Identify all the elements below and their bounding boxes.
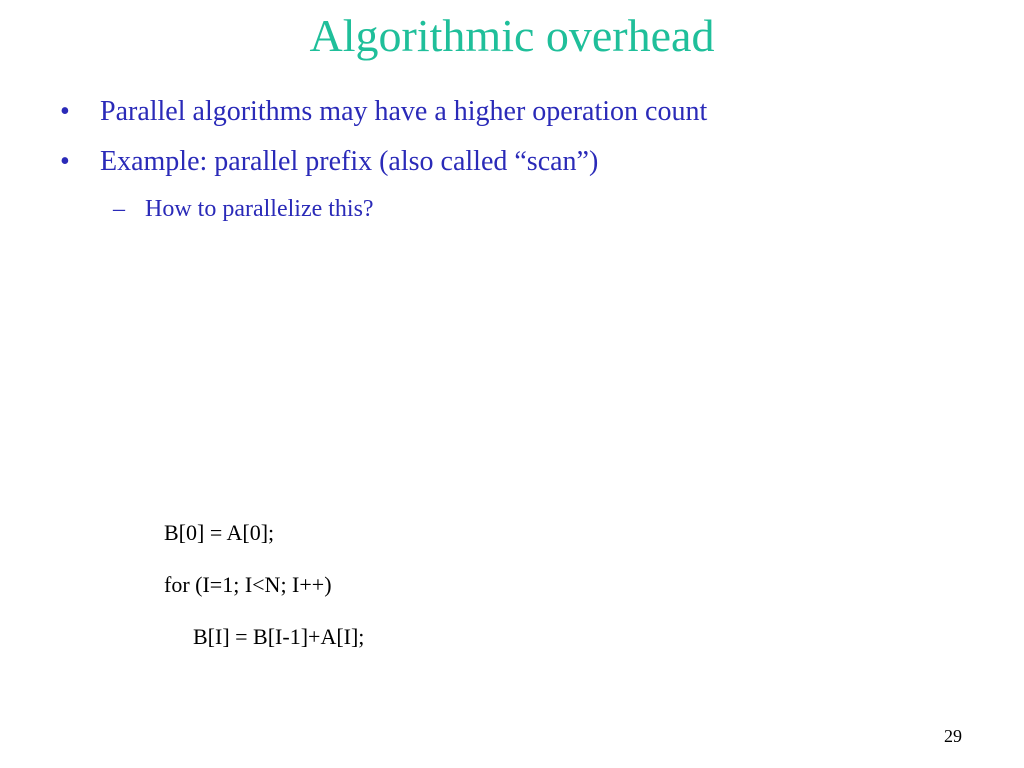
bullet-text: Example: parallel prefix (also called “scan”) [100,146,599,177]
code-block [164,520,365,650]
slide-title: Algorithmic overhead [309,10,715,61]
bullet-marker: • [60,96,70,127]
sub-bullet-text: How to parallelize this? [145,196,374,222]
bullet-item [60,142,598,182]
bullet-item [60,92,707,132]
bullet-marker: • [60,146,70,177]
sub-bullet-item [113,192,374,226]
page-number: 29 [944,726,962,746]
sub-bullet-marker: – [113,196,125,222]
code-line: B[0] = A[0]; [164,520,275,545]
code-line: B[I] = B[I-1]+A[I]; [193,624,365,649]
code-line: for (I=1; I<N; I++) [164,572,332,597]
bullet-text: Parallel algorithms may have a higher operation count [100,96,708,127]
